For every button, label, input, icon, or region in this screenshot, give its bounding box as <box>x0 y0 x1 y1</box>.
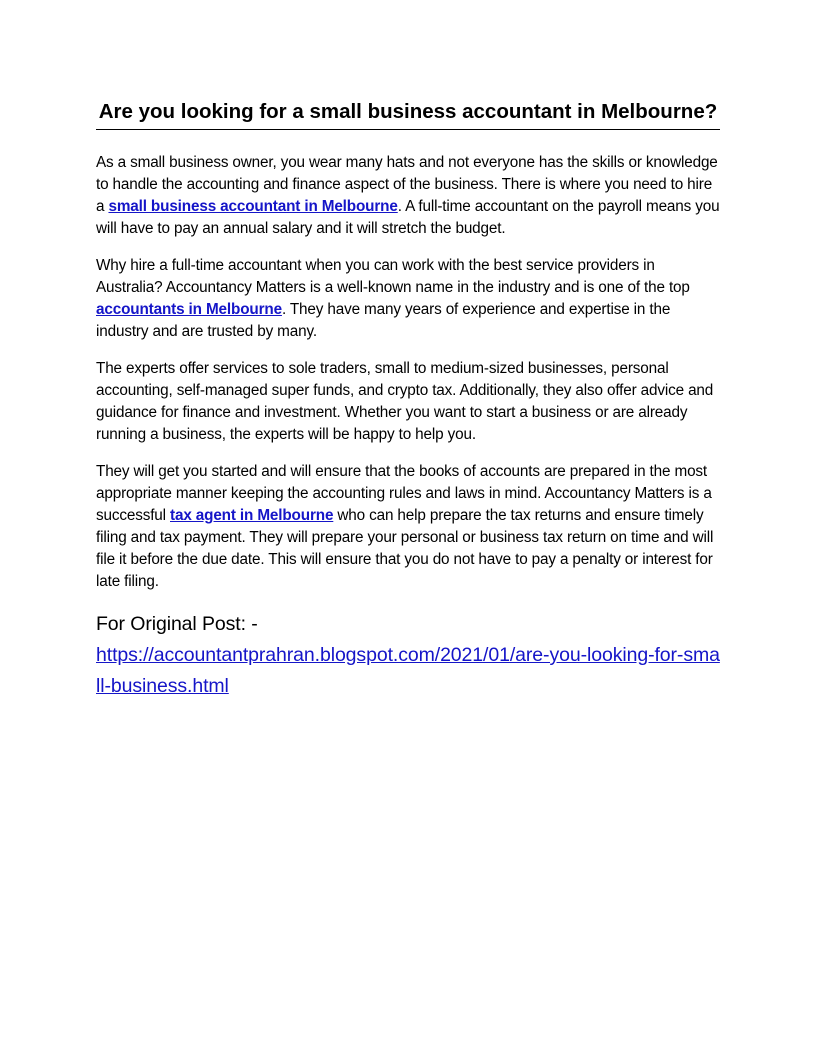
paragraph-text: They will get you started and will ensure that the books of accounts are prepared in the most appropriate manner keeping the accounting rules and laws in mind. Accountancy Matters is a successful <box>96 463 712 524</box>
paragraph-text: . A full-time accountant on the payroll means you will have to pay an annual salary and it will stretch the budget. <box>96 198 720 237</box>
original-post-label: For Original Post: - <box>96 613 258 635</box>
original-post-link[interactable]: https://accountantprahran.blogspot.com/2021/01/are-you-looking-for-small-business.html <box>96 644 720 697</box>
paragraph-services: The experts offer services to sole traders, small to medium-sized businesses, personal accounting, self-managed super funds, and crypto tax. Additionally, they also offer advice and guidance for finance and investment. Whether you want to start a business or are already running a business, the experts will be happy to help you. <box>96 360 714 443</box>
document-body <box>96 96 720 702</box>
paragraph-text: who can help prepare the tax returns and ensure timely filing and tax payment. They will prepare your personal or business tax return on time and will file it before the due date. This will ensure that you do not have to pay a penalty or interest for late filing. <box>96 507 714 590</box>
link-accountants-in-melbourne[interactable]: accountants in Melbourne <box>96 301 282 318</box>
paragraph-text: As a small business owner, you wear many hats and not everyone has the skills or knowledge to handle the accounting and finance aspect of the business. There is where you need to hire a <box>96 154 718 215</box>
link-tax-agent-in-melbourne[interactable]: tax agent in Melbourne <box>170 507 334 524</box>
paragraph-why-hire <box>96 255 720 343</box>
paragraph-intro <box>96 152 720 240</box>
paragraph-text: Why hire a full-time accountant when you can work with the best service providers in Australia? Accountancy Matters is a well-known name in the industry and is one of the top <box>96 257 690 296</box>
original-post <box>96 609 720 702</box>
link-small-business-accountant[interactable]: small business accountant in Melbourne <box>108 198 398 215</box>
paragraph-text: . They have many years of experience and expertise in the industry and are trusted by many. <box>96 301 671 340</box>
paragraph-tax-agent <box>96 461 720 593</box>
page-title: Are you looking for a small business accountant in Melbourne? <box>96 96 720 130</box>
